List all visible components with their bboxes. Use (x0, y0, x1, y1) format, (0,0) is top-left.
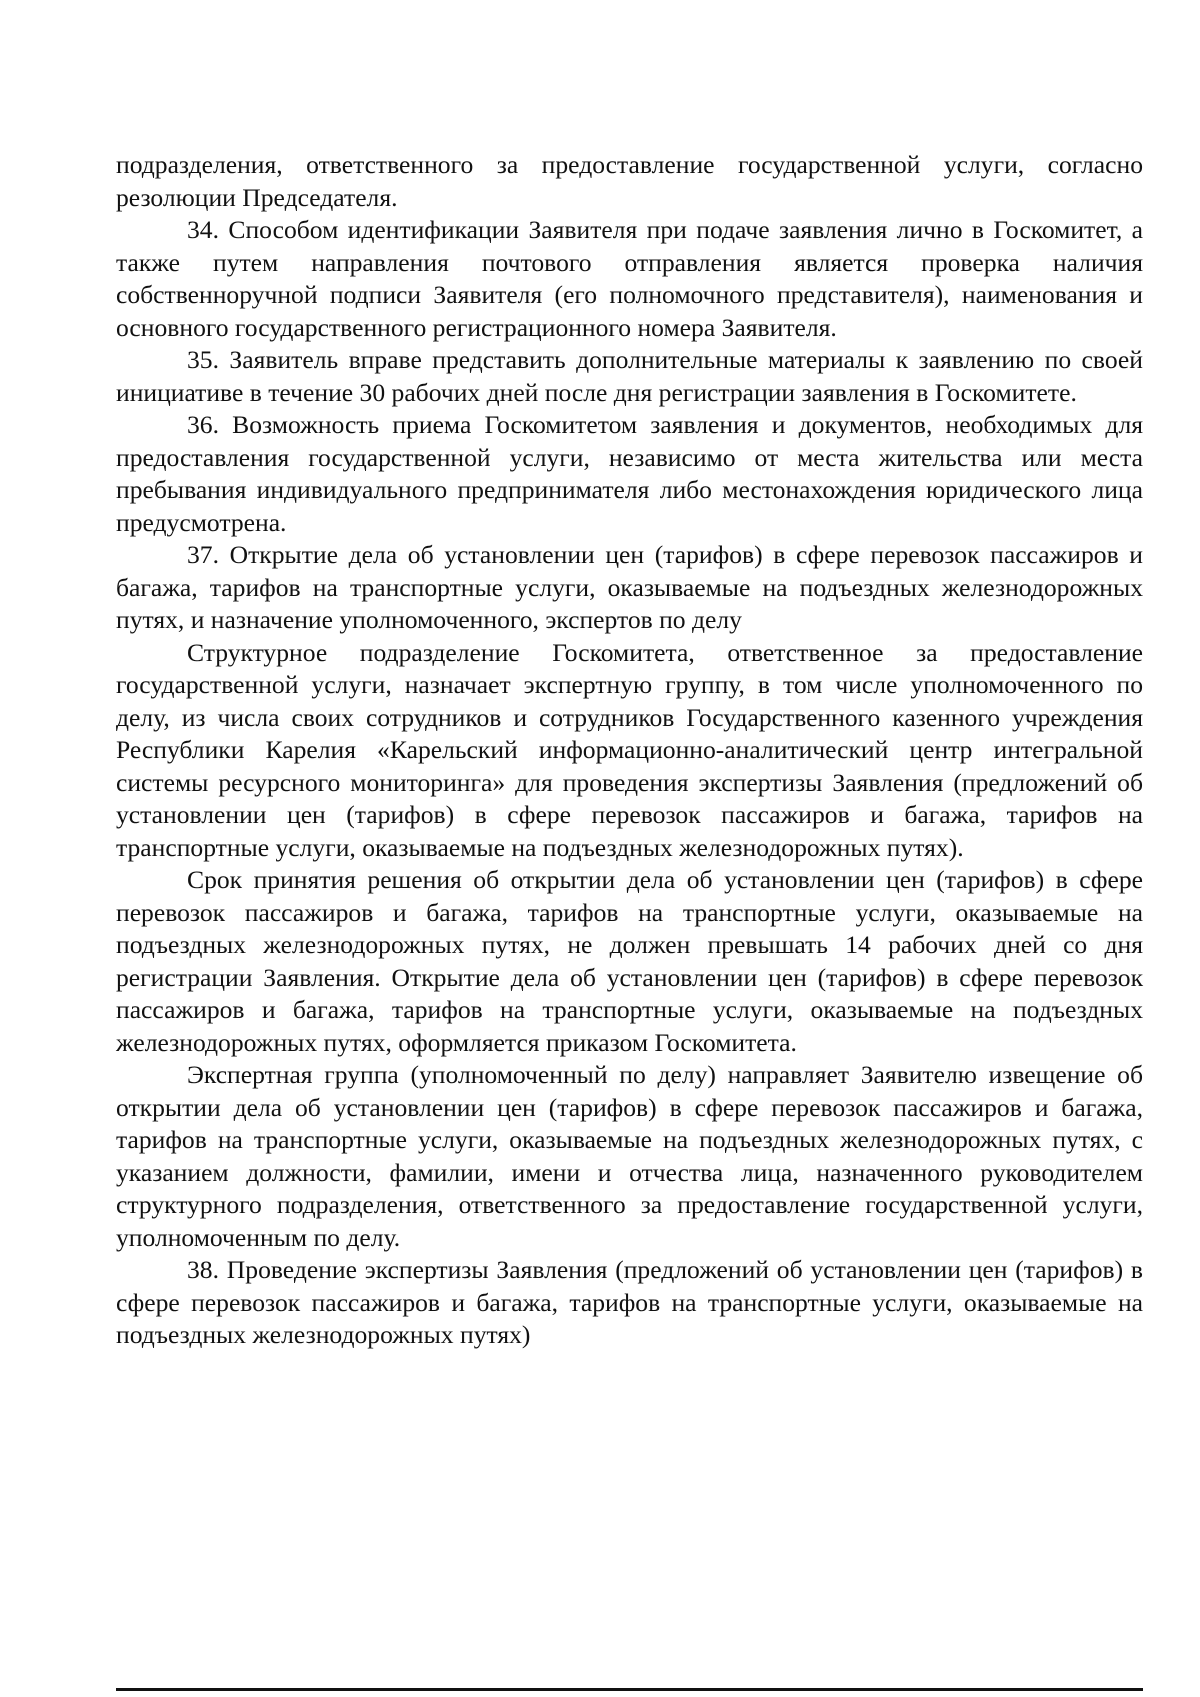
paragraph-37: 37. Открытие дела об установлении цен (тарифов) в сфере перевозок пассажиров и багажа, тарифов на транспортные услуги, оказываемые на подъездных железнодорожных путях, и назначение уполномоченного, экспертов по делу (116, 540, 1143, 634)
document-body (116, 149, 1143, 1352)
paragraph-37-structural-unit: Структурное подразделение Госкомитета, ответственное за предоставление государственной услуги, назначает экспертную группу, в том числе уполномоченного по делу, из числа своих сотрудников и сотрудников Государственного казенного учреждения Республики Карелия «Карельский информационно-аналитический центр интегральной системы ресурсного мониторинга» для проведения экспертизы Заявления (предложений об установлении цен (тарифов) в сфере перевозок пассажиров и багажа, тарифов на транспортные услуги, оказываемые на подъездных железнодорожных путях). (116, 637, 1143, 862)
paragraph-36: 36. Возможность приема Госкомитетом заявления и документов, необходимых для предоставления государственной услуги, независимо от места жительства или места пребывания индивидуального предпринимателя либо местонахождения юридического лица предусмотрена. (116, 410, 1143, 537)
paragraph-37-notice: Экспертная группа (уполномоченный по делу) направляет Заявителю извещение об открытии дела об установлении цен (тарифов) в сфере перевозок пассажиров и багажа, тарифов на транспортные услуги, оказываемые на подъездных железнодорожных путях, с указанием должности, фамилии, имени и отчества лица, назначенного руководителем структурного подразделения, ответственного за предоставление государственной услуги, уполномоченным по делу. (116, 1060, 1143, 1252)
bottom-rule (116, 1688, 1143, 1691)
paragraph-continuation: подразделения, ответственного за предоставление государственной услуги, согласно резолюции Председателя. (116, 150, 1143, 212)
paragraph-38: 38. Проведение экспертизы Заявления (предложений об установлении цен (тарифов) в сфере перевозок пассажиров и багажа, тарифов на транспортные услуги, оказываемые на подъездных железнодорожных путях) (116, 1255, 1143, 1349)
paragraph-37-deadline: Срок принятия решения об открытии дела об установлении цен (тарифов) в сфере перевозок пассажиров и багажа, тарифов на транспортные услуги, оказываемые на подъездных железнодорожных путях, не должен превышать 14 рабочих дней со дня регистрации Заявления. Открытие дела об установлении цен (тарифов) в сфере перевозок пассажиров и багажа, тарифов на транспортные услуги, оказываемые на подъездных железнодорожных путях, оформляется приказом Госкомитета. (116, 865, 1143, 1057)
paragraph-34: 34. Способом идентификации Заявителя при подаче заявления лично в Госкомитет, а также путем направления почтового отправления является проверка наличия собственноручной подписи Заявителя (его полномочного представителя), наименования и основного государственного регистрационного номера Заявителя. (116, 215, 1143, 342)
paragraph-35: 35. Заявитель вправе представить дополнительные материалы к заявлению по своей инициативе в течение 30 рабочих дней после дня регистрации заявления в Госкомитете. (116, 345, 1143, 407)
